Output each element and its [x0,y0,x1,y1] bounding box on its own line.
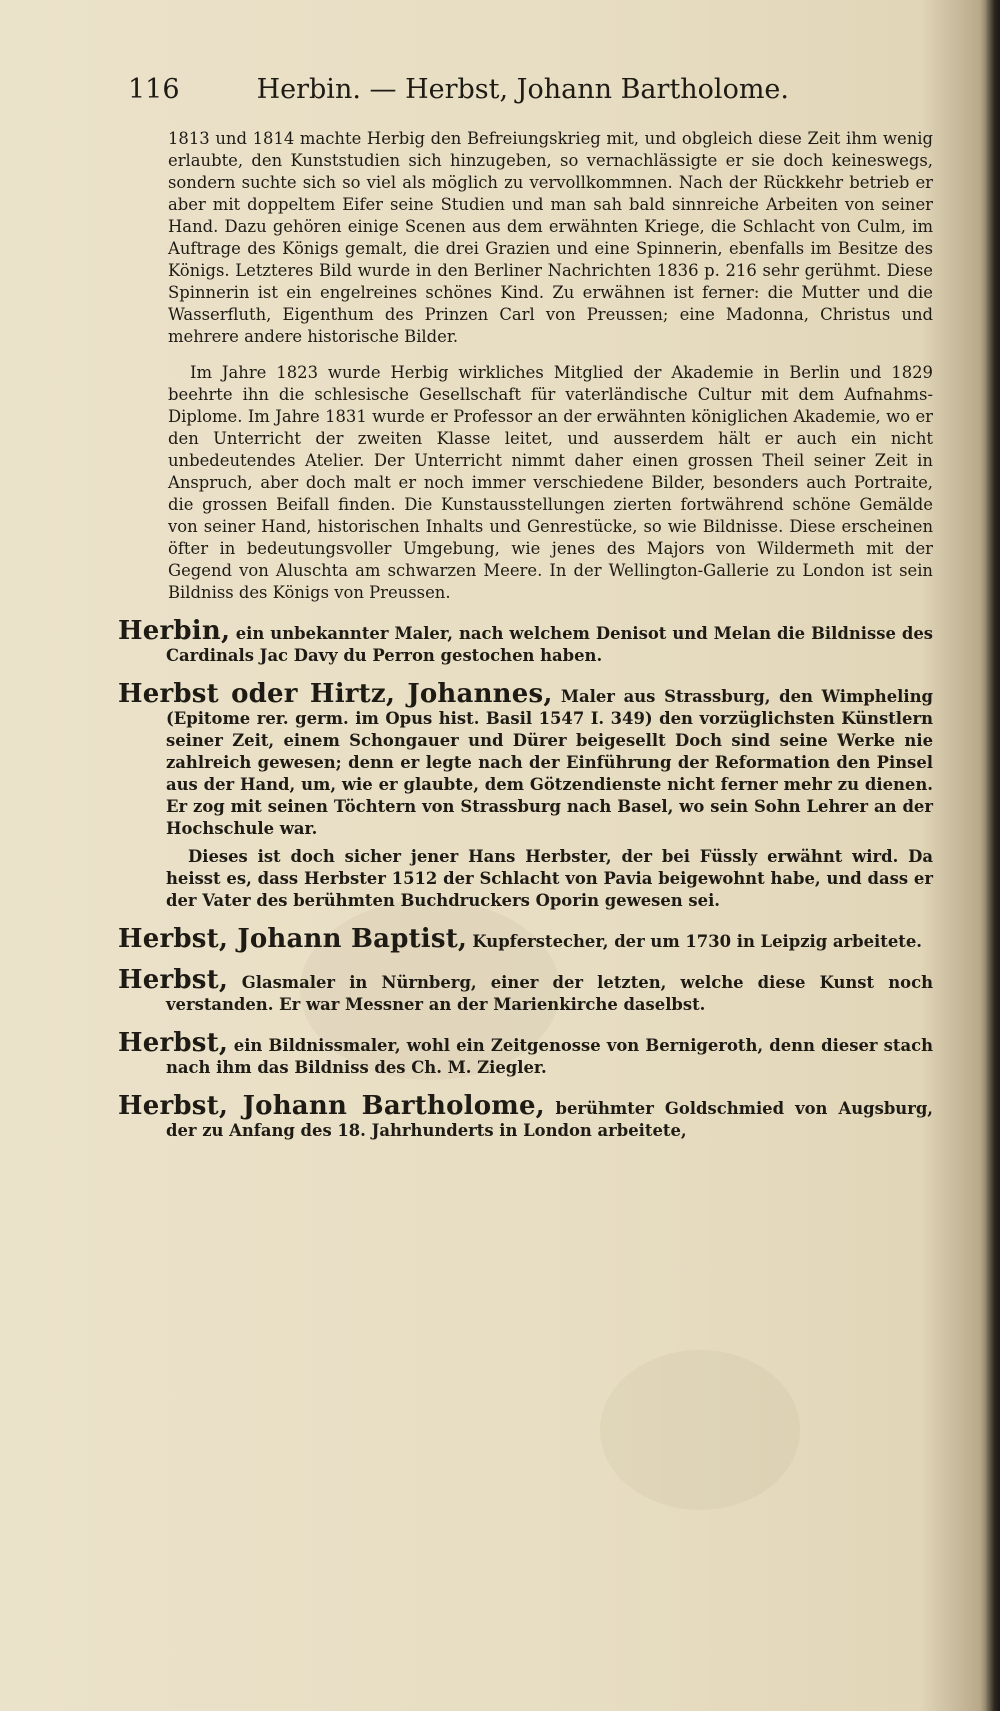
entry-headword: Herbin, [118,616,231,646]
dictionary-entry [118,1028,933,1079]
entry-text: ein Bildnissmaler, wohl ein Zeitgenosse von Bernigeroth, denn dieser stach nach ihm das Bildniss des Ch. M. Ziegler. [166,1036,933,1077]
running-header [128,70,928,110]
entry-text: ein unbekannter Maler, nach welchem Denisot und Melan die Bildnisse des Cardinals Jac Davy du Perron gestochen haben. [166,624,933,665]
paper-stain [600,1350,800,1510]
entry-headword: Herbst, Johann Baptist, [118,924,468,954]
entry-headword: Herbst, Johann Bartholome, [118,1091,545,1121]
entry-extra-paragraph: Dieses ist doch sicher jener Hans Herbster, der bei Füssly erwähnt wird. Da heisst es, dass Herbster 1512 der Schlacht von Pavia beigewohnt habe, und dass er der Vater des berühmten Buchdruckers Oporin gewesen sei. [166,847,933,910]
dictionary-entry [118,679,933,840]
entry-text: Glasmaler in Nürnberg, einer der letzten, welche diese Kunst noch verstanden. Er war Messner an der Marienkirche daselbst. [166,973,933,1014]
text-column [118,128,933,1142]
running-title: Herbin. — Herbst, Johann Bartholome. [256,74,789,105]
dictionary-entry [118,1091,934,1142]
entry-text: Maler aus Strassburg, den Wimpheling (Epitome rer. germ. im Opus hist. Basil 1547 I. 349) den vorzüglichsten Künstlern seiner Zeit, einem Schongauer und Dürer beigesellt Doch sind seine Werke nie zahlreich gewesen; denn er legte nach der Einführung der Reformation den Pinsel aus der Hand, um, wie er glaubte, dem Götzendienste nicht ferner mehr zu dienen. Er zog mit seinen Töchtern von Strassburg nach Basel, wo sein Sohn Lehrer an der Hochschule war. [166,687,933,838]
dictionary-entry [118,616,933,667]
page-edge-shadow [986,0,1000,1711]
entry-headword: Herbst, [118,965,229,995]
dictionary-entry [118,924,933,954]
entry-headword: Herbst oder Hirtz, Johannes, [118,679,553,709]
continued-paragraph: 1813 und 1814 machte Herbig den Befreiungskrieg mit, und obgleich diese Zeit ihm wenig erlaubte, den Kunststudien sich hinzugeben, so vernachlässigte er sie doch keineswegs, sondern suchte sich so viel als möglich zu vervollkommnen. Nach der Rückkehr betrieb er aber mit doppeltem Eifer seine Studien und man sah bald sinnreiche Arbeiten von seiner Hand. Dazu gehören einige Scenen aus dem erwähnten Kriege, die Schlacht von Culm, im Auftrage des Königs gemalt, die drei Grazien und eine Spinnerin, ebenfalls im Besitze des Königs. Letzteres Bild wurde in den Berliner Nachrichten 1836 p. 216 sehr gerühmt. Diese Spinnerin ist ein engelreines schönes Kind. Zu erwähnen ist ferner: die Mutter und die Wasserfluth, Eigenthum des Prinzen Carl von Preussen; eine Madonna, Christus und mehrere andere historische Bilder. [168,129,933,346]
entry-text: Kupferstecher, der um 1730 in Leipzig arbeitete. [472,932,922,951]
page-number: 116 [128,74,180,105]
dictionary-entry [118,965,933,1016]
entry-headword: Herbst, [118,1028,229,1058]
entry-text: berühmter Goldschmied von Augsburg, der zu Anfang des 18. Jahrhunderts in London arbeitete, [166,1099,934,1140]
continued-paragraph: Im Jahre 1823 wurde Herbig wirkliches Mitglied der Akademie in Berlin und 1829 beehrte ihn die schlesische Gesellschaft für vaterländische Cultur mit dem Aufnahms-Diplome. Im Jahre 1831 wurde er Professor an der erwähnten königlichen Akademie, wo er den Unterricht der zweiten Klasse leitet, und ausserdem hält er auch ein nicht unbedeutendes Atelier. Der Unterricht nimmt daher einen grossen Theil seiner Zeit in Anspruch, aber doch malt er noch immer verschiedene Bilder, besonders auch Portraite, die grossen Beifall finden. Die Kunstausstellungen zierten fortwährend schöne Gemälde von seiner Hand, historischen Inhalts und Genrestücke, so wie Bildnisse. Diese erscheinen öfter in bedeutungsvoller Umgebung, wie jenes des Majors von Wildermeth mit der Gegend von Aluschta am schwarzen Meere. In der Wellington-Gallerie zu London ist sein Bildniss des Königs von Preussen. [168,363,933,602]
